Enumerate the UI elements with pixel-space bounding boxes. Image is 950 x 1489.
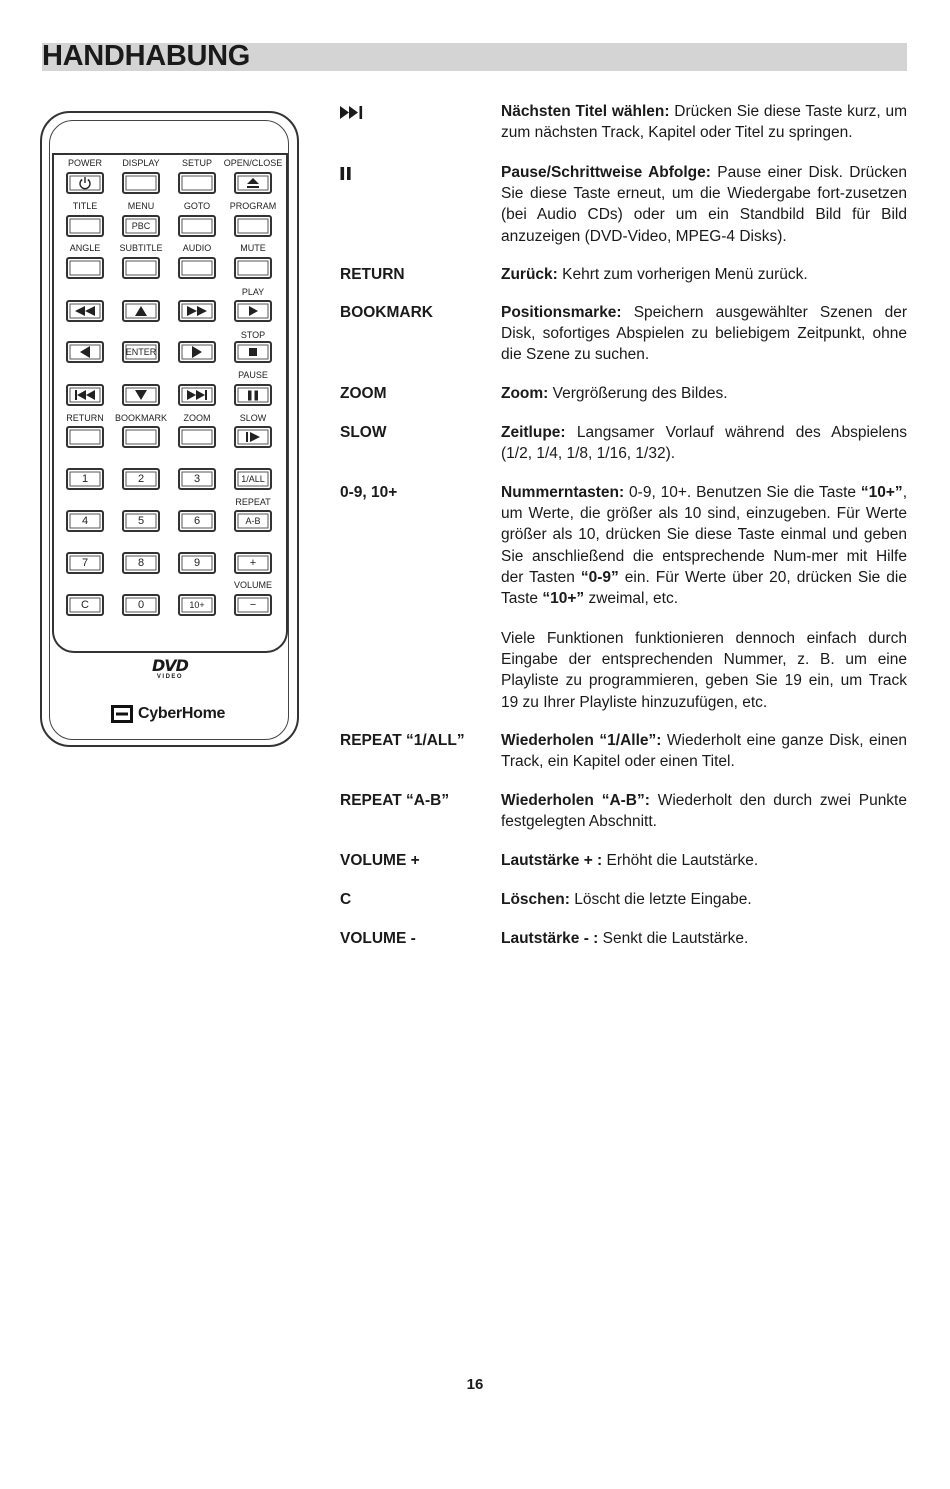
eject-icon xyxy=(246,177,260,189)
description xyxy=(501,162,907,247)
remote-button-play xyxy=(234,300,272,322)
remote-label-zoom: ZOOM xyxy=(183,413,211,423)
remote-label-power: POWER xyxy=(67,158,102,168)
description-heading: Zeitlupe: xyxy=(501,424,566,441)
term-pause-icon xyxy=(340,167,352,185)
remote-button-text: 0 xyxy=(137,599,145,611)
remote-label-menu: MENU xyxy=(127,201,155,211)
description-text: Wiederholt den durch zwei Punkte festgelegten Abschnitt. xyxy=(501,792,907,831)
remote-label-mute: MUTE xyxy=(240,243,266,253)
remote-button-text: 8 xyxy=(137,557,145,569)
remote-button-stop xyxy=(234,341,272,363)
next-icon xyxy=(186,390,208,400)
description xyxy=(501,383,907,404)
remote-button-prev-icon xyxy=(66,384,104,406)
remote-button-title xyxy=(66,215,104,237)
remote-button-audio xyxy=(178,257,216,279)
remote-button-text: 3 xyxy=(193,473,201,485)
remote-label-setup: SETUP xyxy=(181,158,212,168)
remote-button-next-icon xyxy=(178,384,216,406)
remote-button-goto xyxy=(178,215,216,237)
remote-button-zoom xyxy=(178,426,216,448)
remote-button-setup xyxy=(178,172,216,194)
stop-icon xyxy=(248,347,258,357)
description-heading: Löschen: xyxy=(501,891,570,908)
description xyxy=(501,482,907,609)
term-label: RETURN xyxy=(340,266,405,283)
remote-button-right-icon xyxy=(178,341,216,363)
remote-button-text: 6 xyxy=(193,515,201,527)
dvd-video-logo xyxy=(148,658,192,680)
remote-button-left-icon xyxy=(66,341,104,363)
dvd-logo-text: DVD xyxy=(152,656,188,675)
remote-label-program: PROGRAM xyxy=(229,201,277,211)
remote-label-subtitle: SUBTITLE xyxy=(119,243,163,253)
power-icon xyxy=(78,176,92,190)
description-text: Erhöht die Lautstärke. xyxy=(602,852,759,869)
page-number: 16 xyxy=(466,1376,484,1393)
remote-button-display xyxy=(122,172,160,194)
description-text: Vergrößerung des Bildes. xyxy=(548,385,728,402)
brand-logo xyxy=(110,704,225,724)
description-text: 0-9, 10+. Benutzen Sie die Taste xyxy=(624,484,861,501)
remote-button-up-icon xyxy=(122,300,160,322)
description-heading: Nummerntasten: xyxy=(501,484,625,501)
key-reference: “10+” xyxy=(860,484,903,501)
key-reference: “10+” xyxy=(542,590,585,608)
remote-button-text: 2 xyxy=(137,473,145,485)
description-text: Löscht die letzte Eingabe. xyxy=(569,891,752,908)
description-text: zweimal, etc. xyxy=(584,590,679,608)
term-next-track-icon xyxy=(340,106,364,124)
description-heading: Pause/Schrittweise Abfolge: xyxy=(501,164,711,181)
description-heading: Lautstärke + : xyxy=(501,852,603,869)
remote-button-text: PBC xyxy=(131,221,151,231)
remote-label-bookmark: BOOKMARK xyxy=(114,413,167,423)
up-icon xyxy=(134,305,148,317)
description xyxy=(501,928,907,949)
description-text: Drücken Sie diese Taste kurz, um zum nächsten Track, Kapitel oder Titel zu springen. xyxy=(501,103,907,142)
description-text: Kehrt zum vorherigen Menü zurück. xyxy=(557,266,808,283)
description xyxy=(501,422,907,464)
remote-button-8 xyxy=(122,552,160,574)
rewind-icon xyxy=(74,306,96,316)
term-label: VOLUME - xyxy=(340,930,416,947)
remote-button-program xyxy=(234,215,272,237)
remote-button-1-all xyxy=(234,468,272,490)
remote-button-enter xyxy=(122,341,160,363)
remote-label-open-close: OPEN/CLOSE xyxy=(223,158,283,168)
term-label: ZOOM xyxy=(340,385,387,402)
description-heading: Wiederholen “1/Alle”: xyxy=(501,732,662,749)
remote-button-mute xyxy=(234,257,272,279)
slow-icon xyxy=(245,431,261,443)
description-text: Senkt die Lautstärke. xyxy=(598,930,749,947)
remote-button-text: 7 xyxy=(81,557,89,569)
remote-button-text: 1/ALL xyxy=(241,474,265,484)
remote-button-text: 10+ xyxy=(189,600,205,610)
term-label: BOOKMARK xyxy=(340,304,433,321)
remote-label-title: TITLE xyxy=(72,201,98,211)
description xyxy=(501,264,907,285)
remote-label-angle: ANGLE xyxy=(69,243,101,253)
dvd-logo-subtext: VIDEO xyxy=(156,674,184,680)
remote-button-repeat xyxy=(234,510,272,532)
right-icon xyxy=(191,345,203,359)
prev-icon xyxy=(74,390,96,400)
description-text: Wiederholt eine ganze Disk, einen Track, ein Kapitel oder einen Titel. xyxy=(501,732,907,771)
remote-label-play: PLAY xyxy=(241,287,265,297)
description-heading: Wiederholen “A-B”: xyxy=(501,792,650,809)
remote-label-volume: VOLUME xyxy=(233,580,272,590)
description xyxy=(501,850,907,871)
description-heading: Positionsmarke: xyxy=(501,304,622,321)
remote-button-text: 1 xyxy=(81,473,89,485)
description xyxy=(501,730,907,772)
remote-label-slow: SLOW xyxy=(239,413,267,423)
description xyxy=(501,302,907,366)
remote-button-c xyxy=(66,594,104,616)
remote-button-down-icon xyxy=(122,384,160,406)
remote-button-5 xyxy=(122,510,160,532)
remote-label-pause: PAUSE xyxy=(238,370,268,380)
fast-forward-icon xyxy=(186,306,208,316)
remote-button-6 xyxy=(178,510,216,532)
remote-button-9 xyxy=(178,552,216,574)
brand-name: CyberHome xyxy=(138,705,226,722)
term-label: 0-9, 10+ xyxy=(340,484,398,501)
remote-button-text: 5 xyxy=(137,515,145,527)
remote-button-power xyxy=(66,172,104,194)
remote-label-stop: STOP xyxy=(240,330,266,340)
remote-button-menu xyxy=(122,215,160,237)
remote-label-repeat: REPEAT xyxy=(235,497,271,507)
play-icon xyxy=(247,305,259,317)
description xyxy=(501,889,907,910)
description-text: Viele Funktionen funktionieren dennoch einfach durch Eingabe der entsprechenden Nummer, z. B. um eine Playliste zu programmieren, geben Sie 19 ein, um Track 19 zu Ihrer Playliste hinzuzufügen, etc. xyxy=(501,630,907,711)
remote-label-audio: AUDIO xyxy=(182,243,212,253)
term-label: VOLUME + xyxy=(340,852,420,869)
pause-icon xyxy=(247,390,259,401)
remote-button-text: 9 xyxy=(193,557,201,569)
remote-button-text: − xyxy=(249,599,257,611)
remote-button-angle xyxy=(66,257,104,279)
description-text: , um Werte, die größer als 10 sind, einzugeben. Für Werte größer als 10, drücken Sie diese Taste einmal und geben Sie anschließend die entsprechende Num-mer mit Hilfe der Tasten xyxy=(501,484,907,586)
remote-button-1 xyxy=(66,468,104,490)
remote-button-text: + xyxy=(249,557,257,569)
term-label: SLOW xyxy=(340,424,387,441)
remote-button-3 xyxy=(178,468,216,490)
description-heading: Zoom: xyxy=(501,385,549,402)
remote-button-rewind-icon xyxy=(66,300,104,322)
term-label: REPEAT “A-B” xyxy=(340,792,450,809)
description-text: Langsamer Vorlauf während des Abspielens (1/2, 1/4, 1/8, 1/16, 1/32). xyxy=(501,424,907,463)
term-label: REPEAT “1/ALL” xyxy=(340,732,465,749)
remote-button-text: A-B xyxy=(245,516,261,526)
remote-label-display: DISPLAY xyxy=(122,158,160,168)
remote-button-4 xyxy=(66,510,104,532)
remote-button-subtitle xyxy=(122,257,160,279)
remote-button-text: ENTER xyxy=(125,347,157,357)
page-title: HANDHABUNG xyxy=(42,40,251,72)
remote-button-return xyxy=(66,426,104,448)
remote-button-10 xyxy=(178,594,216,616)
down-icon xyxy=(134,389,148,401)
description xyxy=(501,628,907,713)
remote-button-text: C xyxy=(81,599,89,611)
description-text: Speichern ausgewählter Szenen der Disk, sofortiges Abspielen zu beliebigem Zeitpunkt, ohne die Szene zu suchen. xyxy=(501,304,907,364)
description xyxy=(501,101,907,143)
cyberhome-logo-icon xyxy=(110,704,134,724)
remote-button-fast-forward-icon xyxy=(178,300,216,322)
description-text: ein. Für Werte über 20, drücken Sie die Taste xyxy=(501,568,907,608)
remote-button-7 xyxy=(66,552,104,574)
remote-button-2 xyxy=(122,468,160,490)
key-reference: “0-9” xyxy=(580,568,619,586)
remote-label-goto: GOTO xyxy=(183,201,211,211)
remote-button-key xyxy=(234,552,272,574)
description-heading: Zurück: xyxy=(501,266,558,283)
remote-button-0 xyxy=(122,594,160,616)
remote-button-pause xyxy=(234,384,272,406)
remote-button-open-close xyxy=(234,172,272,194)
remote-label-return: RETURN xyxy=(66,413,104,423)
description-heading: Nächsten Titel wählen: xyxy=(501,103,670,120)
left-icon xyxy=(79,345,91,359)
remote-button-text: 4 xyxy=(81,515,89,527)
term-label: C xyxy=(340,891,352,908)
remote-button-slow xyxy=(234,426,272,448)
description-heading: Lautstärke - : xyxy=(501,930,599,947)
description xyxy=(501,790,907,832)
remote-button-bookmark xyxy=(122,426,160,448)
remote-button-volume xyxy=(234,594,272,616)
description-text: Pause einer Disk. Drücken Sie diese Taste erneut, um die Wiedergabe fort-zusetzen (bei Audio CDs) oder um ein Standbild Bild für Bild anzuzeigen (DVD-Video, MPEG-4 Disks). xyxy=(501,164,907,245)
